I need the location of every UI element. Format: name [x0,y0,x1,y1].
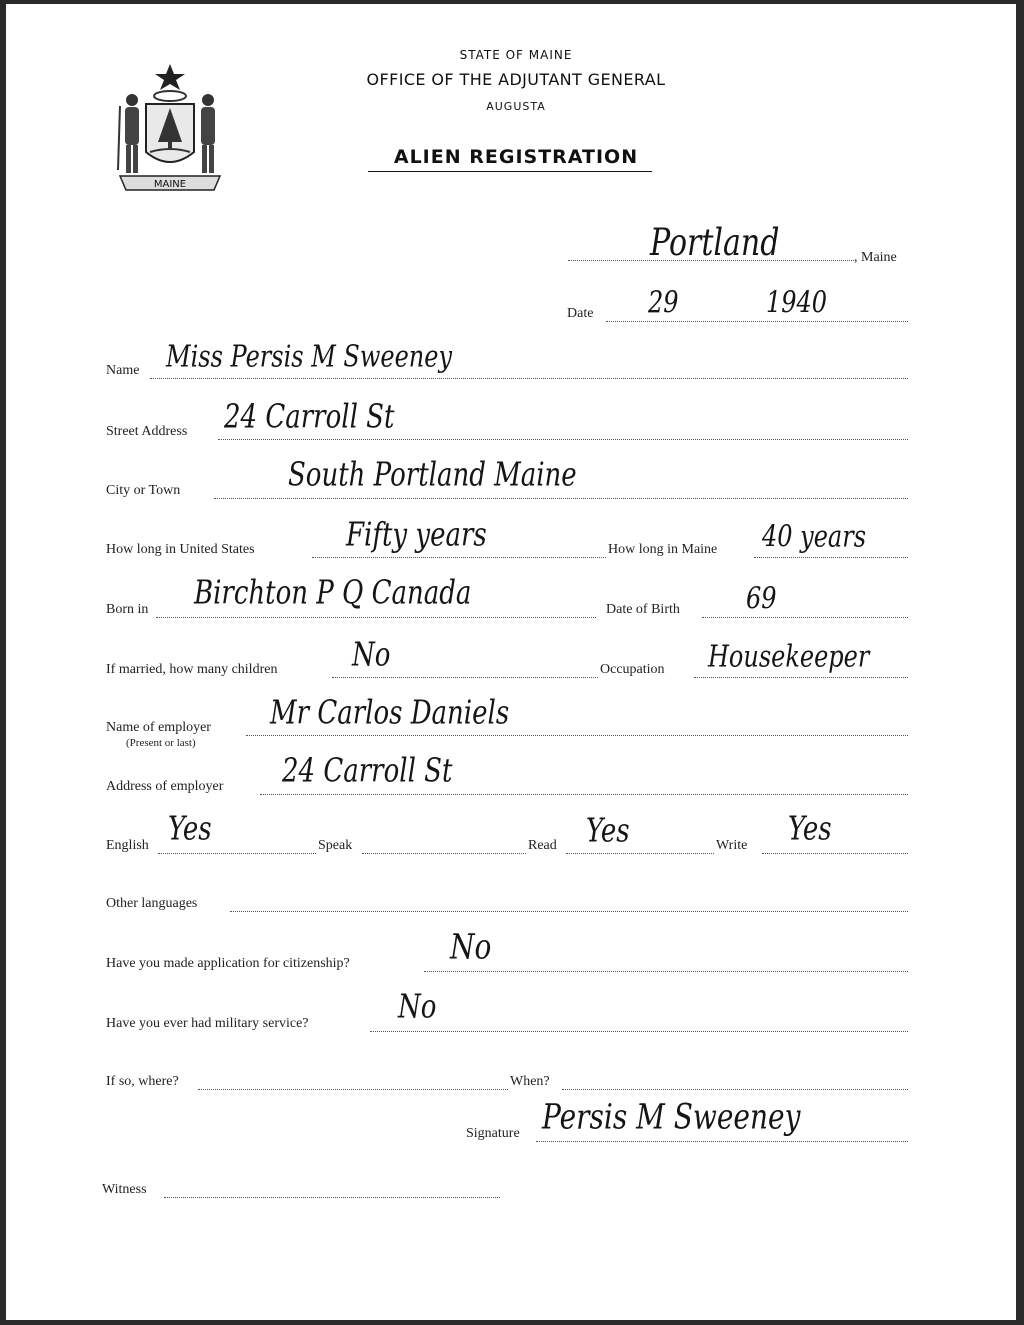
citizenship-label: Have you made application for citizenship? [106,956,350,971]
children-value: No [352,636,391,674]
write-line [762,853,908,854]
how-long-maine-value: 40 years [762,519,867,554]
born-in-label: Born in [106,602,149,617]
read-line [566,853,714,854]
title-underline [368,171,652,172]
born-in-line [156,617,596,618]
if-so-where-line [198,1089,508,1090]
date-day-value: 29 [648,285,679,320]
how-long-maine-label: How long in Maine [608,542,718,557]
date-of-birth-label: Date of Birth [606,602,680,617]
header-city: AUGUSTA [486,100,546,113]
read-label: Read [528,838,557,853]
children-label: If married, how many children [106,662,278,677]
when-label: When? [510,1074,550,1089]
witness-label: Witness [102,1182,147,1197]
seal-motto: MAINE [153,179,187,190]
street-line [218,439,908,440]
signature-label: Signature [466,1126,520,1141]
how-long-maine-line [754,557,908,558]
header-office: OFFICE OF THE ADJUTANT GENERAL [366,70,666,89]
speak-line [362,853,526,854]
date-of-birth-line [702,617,908,618]
military-line [370,1031,908,1032]
name-line [150,378,908,379]
employer-note: (Present or last) [126,737,196,749]
speak-label: Speak [318,838,353,853]
registration-form [6,4,1016,1320]
street-value: 24 Carroll St [224,398,395,436]
city-value: South Portland Maine [288,456,577,494]
city-label: City or Town [106,483,181,498]
other-languages-label: Other languages [106,896,198,911]
children-line [332,677,598,678]
signature-line [536,1141,908,1142]
write-label: Write [716,838,748,853]
city-line [214,498,908,499]
citizenship-line [424,971,908,972]
employer-address-value: 24 Carroll St [282,752,453,790]
how-long-us-line [312,557,606,558]
born-in-value: Birchton P Q Canada [194,574,472,612]
how-long-us-label: How long in United States [106,542,255,557]
other-languages-line [230,911,908,912]
date-year-value: 1940 [766,285,828,320]
employer-address-label: Address of employer [106,779,224,794]
form-title: ALIEN REGISTRATION [393,146,639,168]
maine-state-seal-icon [106,60,234,200]
place-value: Portland [650,221,780,265]
military-label: Have you ever had military service? [106,1016,309,1031]
date-label: Date [567,306,594,321]
maine-label: , Maine [854,250,897,265]
occupation-value: Housekeeper [708,639,870,674]
employer-name-line [246,735,908,736]
citizenship-value: No [450,925,492,967]
occupation-label: Occupation [600,662,665,677]
write-value: Yes [788,810,832,848]
name-value: Miss Persis M Sweeney [166,339,453,374]
english-value: Yes [168,810,212,848]
employer-name-value: Mr Carlos Daniels [270,694,510,732]
date-of-birth-value: 69 [746,581,777,616]
read-value: Yes [586,812,630,850]
name-label: Name [106,363,140,378]
street-label: Street Address [106,424,188,439]
english-label: English [106,838,149,853]
when-line [562,1089,908,1090]
signature-value: Persis M Sweeney [542,1095,801,1137]
date-line [606,321,908,322]
witness-line [164,1197,500,1198]
military-value: No [398,988,437,1026]
if-so-where-label: If so, where? [106,1074,179,1089]
english-line [158,853,316,854]
occupation-line [694,677,908,678]
header-state: STATE OF MAINE [459,48,573,62]
employer-address-line [260,794,908,795]
employer-name-label: Name of employer [106,720,211,735]
how-long-us-value: Fifty years [346,516,487,554]
